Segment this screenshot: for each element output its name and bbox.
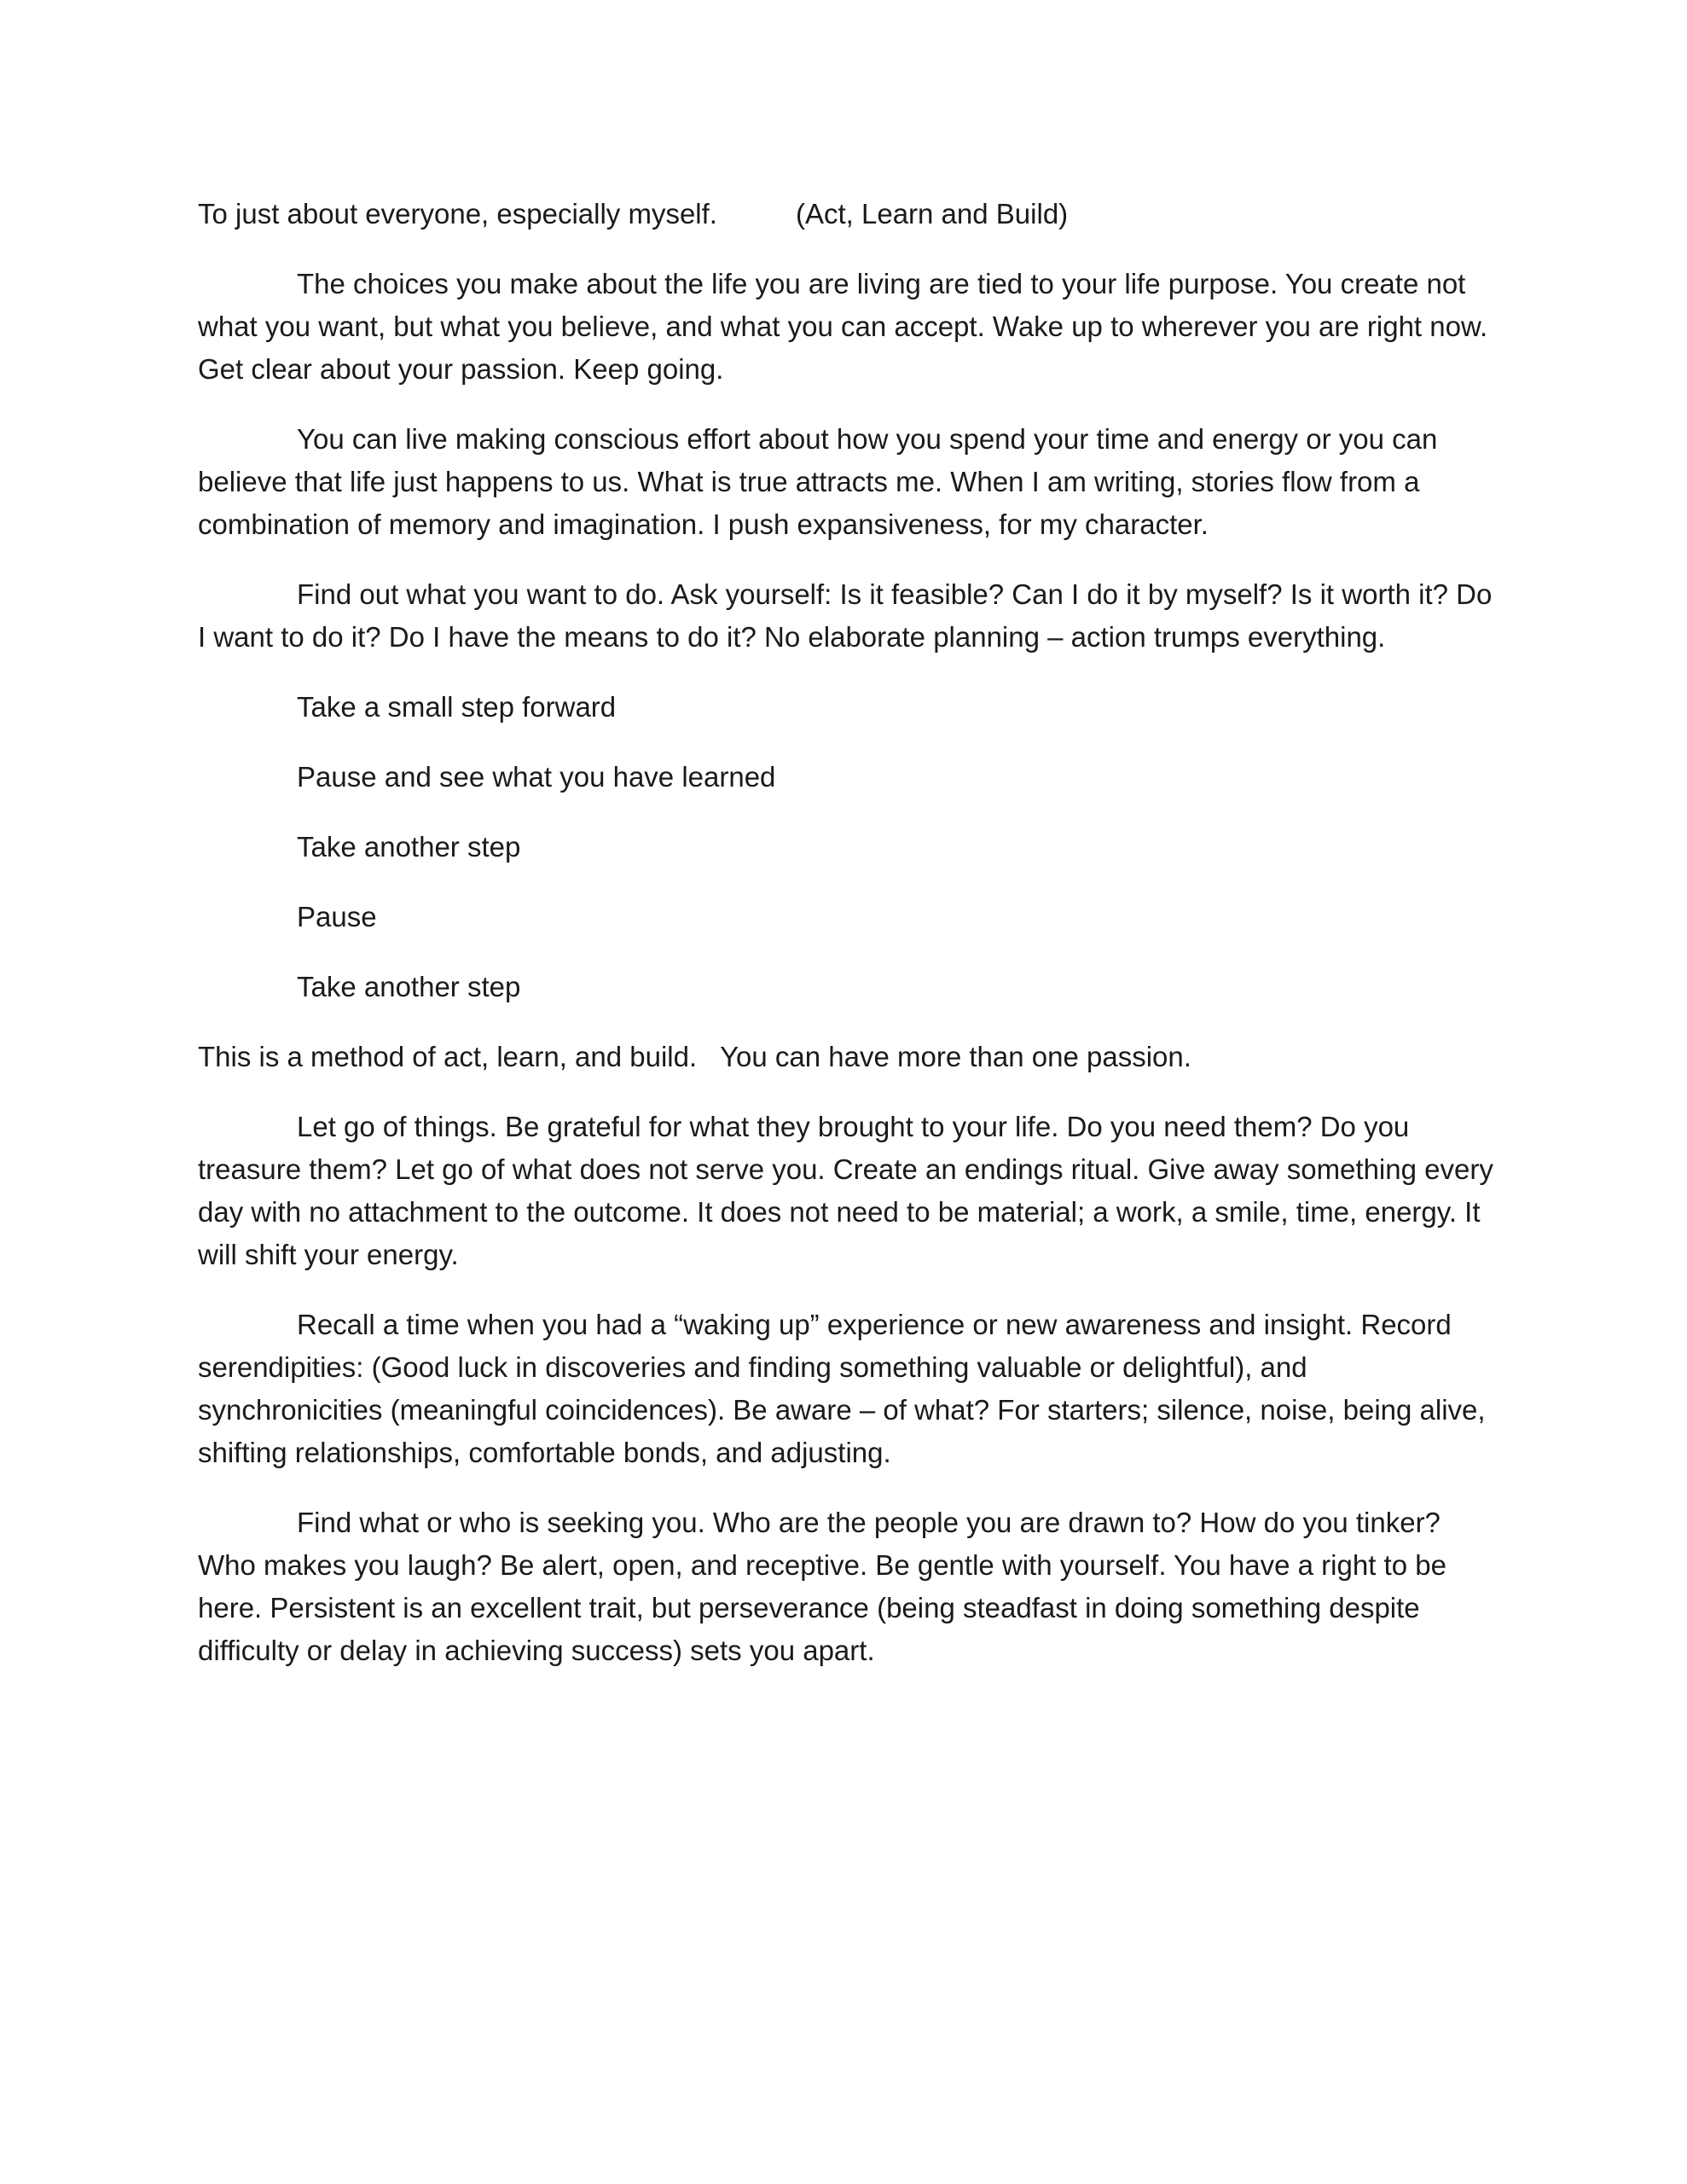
step-item: Take another step xyxy=(297,971,521,1002)
paragraph-find-out: Find out what you want to do. Ask yourself: Is it feasible? Can I do it by myself? Is it worth it? Do I want to do it? Do I have the means to do it? No elaborate planning – action trumps everything. xyxy=(198,578,1493,653)
step-item: Take a small step forward xyxy=(297,691,617,723)
summary-line: This is a method of act, learn, and build. You can have more than one passion. xyxy=(198,1041,1191,1072)
step-item: Pause xyxy=(297,901,377,932)
step-item: Pause and see what you have learned xyxy=(297,761,776,793)
step-item: Take another step xyxy=(297,831,521,863)
paragraph-seeking-you: Find what or who is seeking you. Who are the people you are drawn to? How do you tinker? Who makes you laugh? Be alert, open, and receptive. Be gentle with yourself. You have a right to be here. Persistent is an excellent trait, but perseverance (being steadfast in doing something despite difficulty or delay in achieving success) sets you apart. xyxy=(198,1507,1446,1666)
paragraph-life-purpose: The choices you make about the life you are living are tied to your life purpose. You create not what you want, but what you believe, and what you can accept. Wake up to wherever you are right now. Get clear about your passion. Keep going. xyxy=(198,268,1488,385)
document-body xyxy=(198,193,1494,1699)
opening-line xyxy=(198,193,1494,235)
paragraph-let-go: Let go of things. Be grateful for what they brought to your life. Do you need them? Do you treasure them? Let go of what does not serve you. Create an endings ritual. Give away something every day with no attachment to the outcome. It does not need to be material; a work, a smile, time, energy. It will shift your energy. xyxy=(198,1111,1493,1270)
dedication-text: To just about everyone, especially myself. xyxy=(198,198,717,229)
paragraph-waking-up: Recall a time when you had a “waking up” experience or new awareness and insight. Record serendipities: (Good luck in discoveries and finding something valuable or delightful), and synchronicities (meaningful coincidences). Be aware – of what? For starters; silence, noise, being alive, shifting relationships, comfortable bonds, and adjusting. xyxy=(198,1309,1486,1468)
subtitle-text: (Act, Learn and Build) xyxy=(795,198,1069,229)
paragraph-conscious-effort: You can live making conscious effort about how you spend your time and energy or you can believe that life just happens to us. What is true attracts me. When I am writing, stories flow from a combination of memory and imagination. I push expansiveness, for my character. xyxy=(198,423,1438,540)
